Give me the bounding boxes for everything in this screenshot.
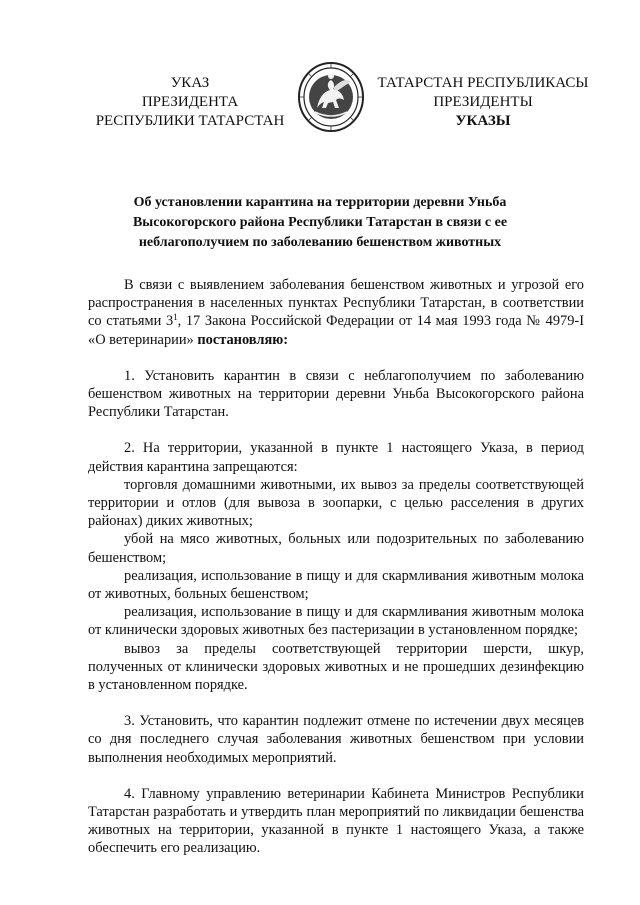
- header-left-line-2: ПРЕЗИДЕНТА: [141, 94, 239, 110]
- point-2-item-4: реализация, использование в пищу и для скармливания животным молока от клинически здоровых животных без пастеризации в установленном порядке;: [88, 604, 584, 639]
- point-1: 1. Установить карантин в связи с неблагополучием по заболеванию бешенством животных на территории деревни Уньба Высокогорского района Республики Татарстан.: [88, 367, 584, 421]
- document-body: [88, 276, 584, 858]
- header-russian: [92, 74, 288, 131]
- point-2-item-1: торговля домашними животными, их вывоз за пределы соответствующей территории и отлов (для вывоза в зоопарки, с целью расселения в других районах) диких животных;: [88, 476, 584, 530]
- header-left-line-3: РЕСПУБЛИКИ ТАТАРСТАН: [95, 113, 285, 129]
- title-line-2: Высокогорского района Республики Татарстан в связи с ее: [132, 215, 508, 230]
- preamble-decree-word: постановляю:: [197, 331, 289, 348]
- document-title: [120, 193, 520, 253]
- header-tatar: [370, 74, 596, 131]
- title-line-1: Об установлении карантина на территории деревни Уньба: [133, 195, 507, 210]
- point-2-item-5: вывоз за пределы соответствующей территории шерсти, шкур, полученных от клинически здоровых животных и не прошедших дезинфекцию в установленном порядке.: [88, 640, 584, 694]
- point-4: 4. Главному управлению ветеринарии Кабинета Министров Республики Татарстан разработать и утвердить план мероприятий по ликвидации бешенства животных на территории, указанной в пункте 1 настоящего Указа, а также обеспечить его реализацию.: [88, 785, 584, 857]
- preamble-paragraph: [88, 276, 584, 349]
- title-line-3: неблагополучием по заболеванию бешенством животных: [138, 235, 502, 250]
- header-right-line-3: УКАЗЫ: [455, 113, 511, 129]
- point-2-item-2: убой на мясо животных, больных или подозрительных по заболеванию бешенством;: [88, 531, 584, 566]
- preamble-superscript: 1: [173, 312, 178, 323]
- tatarstan-coat-of-arms-icon: [297, 60, 365, 134]
- point-2-intro: 2. На территории, указанной в пункте 1 настоящего Указа, в период действия карантина запрещаются:: [88, 440, 584, 475]
- preamble-text-1: В связи с выявлением заболевания бешенством животных и угрозой его распространения в населенных пунктах Республики Татарстан, в соответствии со статьями 3: [88, 277, 584, 330]
- header-left-line-1: УКАЗ: [170, 75, 210, 91]
- point-2-item-3: реализация, использование в пищу и для скармливания животным молока от животных, больных бешенством;: [88, 567, 584, 603]
- preamble-text-2: , 17 Закона Российской Федерации от 14 мая 1993 года № 4979-I «О ветеринарии»: [88, 313, 584, 348]
- point-3: 3. Установить, что карантин подлежит отмене по истечении двух месяцев со дня последнего случая заболевания животных бешенством при условии выполнения необходимых мероприятий.: [88, 713, 584, 766]
- header-right-line-2: ПРЕЗИДЕНТЫ: [433, 94, 533, 110]
- header-right-line-1: ТАТАРСТАН РЕСПУБЛИКАСЫ: [377, 75, 589, 91]
